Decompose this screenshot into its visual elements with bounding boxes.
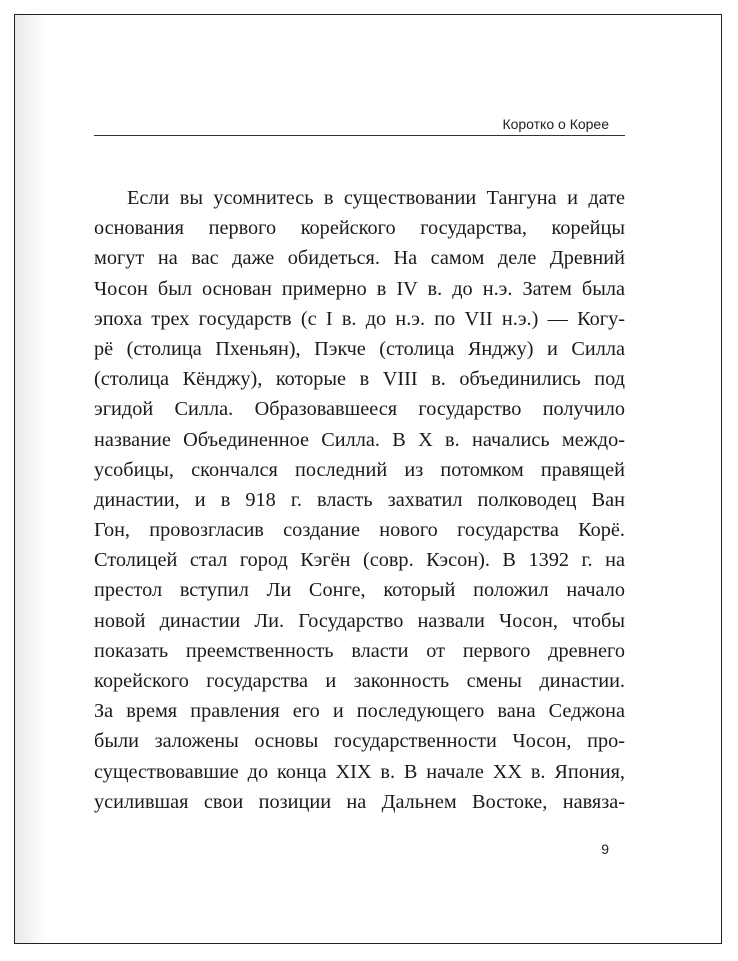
book-page [14,14,722,944]
text-line: эпоха трех государств (с I в. до н.э. по VII н.э.) — Когу- [94,307,625,330]
text-line: Если вы усомнитесь в существовании Тангуна и дате [127,187,625,209]
header-rule [94,135,625,136]
text-line: усобицы, скончался последний из потомком правящей [94,458,625,481]
text-line: корейского государства и законность смены династии. [94,670,625,692]
text-line: показать преемственность власти от первого древнего [94,639,625,662]
text-line: существовавшие до конца XIX в. В начале XX в. Япония, [94,760,625,783]
body-paragraph [94,183,625,817]
text-line: династии, и в 918 г. власть захватил полководец Ван [94,488,625,511]
text-line: (столица Кёнджу), которые в VIII в. объединились под [94,368,625,391]
text-line: новой династии Ли. Государство назвали Чосон, чтобы [94,609,625,632]
text-line: название Объединенное Силла. В Х в. начались междо- [94,428,625,451]
text-line: усилившая свои позиции на Дальнем Востоке, навяза- [94,790,625,813]
running-head: Коротко о Корее [502,116,609,132]
text-line: были заложены основы государственности Чосон, про- [94,730,625,753]
text-line: Гон, провозгласив создание нового государства Корё. [94,519,625,542]
text-line: престол вступил Ли Сонге, который положил начало [94,579,625,602]
text-line: За время правления его и последующего вана Седжона [94,700,625,723]
spine-shadow [15,15,45,943]
text-line: рё (столица Пхеньян), Пэкче (столица Янджу) и Силла [94,337,625,360]
text-line: Столицей стал город Кэгён (совр. Кэсон). В 1392 г. на [94,549,625,572]
page-number: 9 [601,841,609,857]
text-line: основания первого корейского государства, корейцы [94,217,625,240]
text-line: могут на вас даже обидеться. На самом деле Древний [94,247,625,270]
text-line: Чосон был основан примерно в IV в. до н.э. Затем была [94,277,625,300]
text-line: эгидой Силла. Образовавшееся государство получило [94,398,625,421]
